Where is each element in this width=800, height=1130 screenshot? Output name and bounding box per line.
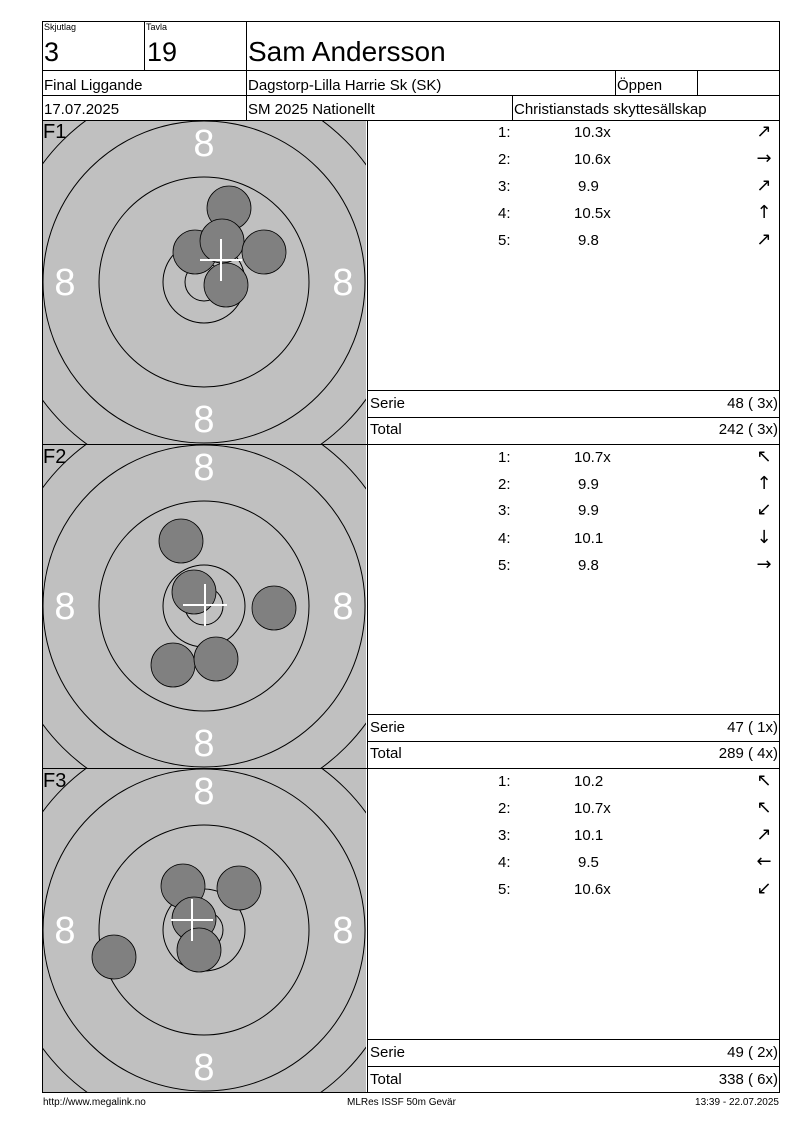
organizer-name: Christianstads skyttesällskap <box>514 101 707 118</box>
competition-name: SM 2025 Nationellt <box>248 101 375 118</box>
footer-timestamp: 13:39 - 22.07.2025 <box>695 1097 779 1108</box>
shot-hole <box>159 519 203 563</box>
shot-value: 10.7x <box>574 449 611 466</box>
ring-number: 8 <box>193 1047 215 1089</box>
shot-number: 5: <box>498 557 511 574</box>
shot-direction-icon: ↗ <box>756 824 772 845</box>
ring-number: 8 <box>54 910 76 952</box>
ring-number: 8 <box>193 771 215 813</box>
target-f1 <box>43 121 366 444</box>
total-label: Total <box>370 1071 402 1088</box>
footer-url[interactable]: http://www.megalink.no <box>43 1097 146 1108</box>
shot-hole <box>252 586 296 630</box>
shot-number: 3: <box>498 178 511 195</box>
ring-number: 8 <box>54 586 76 628</box>
shot-value: 10.1 <box>574 827 604 844</box>
total-score: 289 ( 4x) <box>718 745 778 762</box>
shot-number: 1: <box>498 124 511 141</box>
shot-direction-icon: ↗ <box>756 121 772 142</box>
shot-value: 10.5x <box>574 205 611 222</box>
tavla-value: 19 <box>147 37 178 67</box>
shot-hole <box>217 866 261 910</box>
serie-label: Serie <box>370 719 406 736</box>
shot-value: 10.1 <box>574 530 604 547</box>
shot-number: 3: <box>498 502 511 519</box>
shot-hole <box>92 935 136 979</box>
event-name: Final Liggande <box>44 77 143 94</box>
tavla-label: Tavla <box>146 22 168 32</box>
shot-number: 3: <box>498 827 511 844</box>
shot-hole <box>172 570 216 614</box>
shot-direction-icon: ↖ <box>756 770 772 791</box>
shot-direction-icon: ↙ <box>756 499 772 520</box>
ring-number: 8 <box>193 399 215 441</box>
shot-value: 10.7x <box>574 800 611 817</box>
shot-hole <box>242 230 286 274</box>
shot-value: 10.3x <box>574 124 611 141</box>
shot-direction-icon: ← <box>756 851 772 872</box>
shot-number: 2: <box>498 800 511 817</box>
target-f2 <box>43 445 366 768</box>
shot-number: 4: <box>498 205 511 222</box>
shot-direction-icon: ↗ <box>756 229 772 250</box>
shot-number: 5: <box>498 881 511 898</box>
shot-value: 9.5 <box>578 854 599 871</box>
shot-direction-icon: → <box>756 554 772 575</box>
footer-software: MLRes ISSF 50m Gevär <box>347 1097 456 1108</box>
shot-value: 10.2 <box>574 773 604 790</box>
class-name: Öppen <box>617 77 663 94</box>
shot-number: 2: <box>498 476 511 493</box>
shot-value: 9.8 <box>578 232 599 249</box>
shot-value: 10.6x <box>574 881 611 898</box>
ring-number: 8 <box>332 262 354 304</box>
ring-number: 8 <box>332 586 354 628</box>
panel-label-f2: F2 <box>43 446 67 468</box>
shot-hole <box>177 928 221 972</box>
shot-hole <box>151 643 195 687</box>
serie-label: Serie <box>370 1044 406 1061</box>
ring-number: 8 <box>193 447 215 489</box>
shot-direction-icon: ↑ <box>756 473 772 494</box>
shot-number: 1: <box>498 773 511 790</box>
shot-number: 4: <box>498 854 511 871</box>
serie-score: 47 ( 1x) <box>727 719 778 736</box>
shot-number: 1: <box>498 449 511 466</box>
ring-number: 8 <box>54 262 76 304</box>
skjutlag-value: 3 <box>44 37 60 67</box>
shot-value: 9.9 <box>578 476 599 493</box>
shot-direction-icon: → <box>756 148 772 169</box>
serie-score: 49 ( 2x) <box>727 1044 778 1061</box>
shot-number: 2: <box>498 151 511 168</box>
shot-value: 10.6x <box>574 151 611 168</box>
ring-number: 8 <box>193 723 215 765</box>
total-score: 242 ( 3x) <box>718 421 778 438</box>
panel-label-f3: F3 <box>43 770 67 792</box>
total-label: Total <box>370 421 402 438</box>
shot-direction-icon: ↖ <box>756 797 772 818</box>
skjutlag-label: Skjutlag <box>44 22 77 32</box>
shot-hole <box>204 263 248 307</box>
shot-hole <box>194 637 238 681</box>
shot-value: 9.9 <box>578 502 599 519</box>
serie-label: Serie <box>370 395 406 412</box>
shot-number: 4: <box>498 530 511 547</box>
target-f3 <box>43 769 366 1092</box>
panel-label-f1: F1 <box>43 121 67 143</box>
club-name: Dagstorp-Lilla Harrie Sk (SK) <box>248 77 442 94</box>
shot-number: 5: <box>498 232 511 249</box>
shot-direction-icon: ↙ <box>756 878 772 899</box>
competition-date: 17.07.2025 <box>44 101 120 118</box>
total-score: 338 ( 6x) <box>718 1071 778 1088</box>
shot-value: 9.8 <box>578 557 599 574</box>
ring-number: 8 <box>193 123 215 165</box>
total-label: Total <box>370 745 402 762</box>
serie-score: 48 ( 3x) <box>727 395 778 412</box>
shot-value: 9.9 <box>578 178 599 195</box>
shot-direction-icon: ↖ <box>756 446 772 467</box>
shot-direction-icon: ↑ <box>756 202 772 223</box>
ring-number: 8 <box>332 910 354 952</box>
shooter-name: Sam Andersson <box>248 36 446 67</box>
shot-direction-icon: ↓ <box>756 527 772 548</box>
shot-direction-icon: ↗ <box>756 175 772 196</box>
